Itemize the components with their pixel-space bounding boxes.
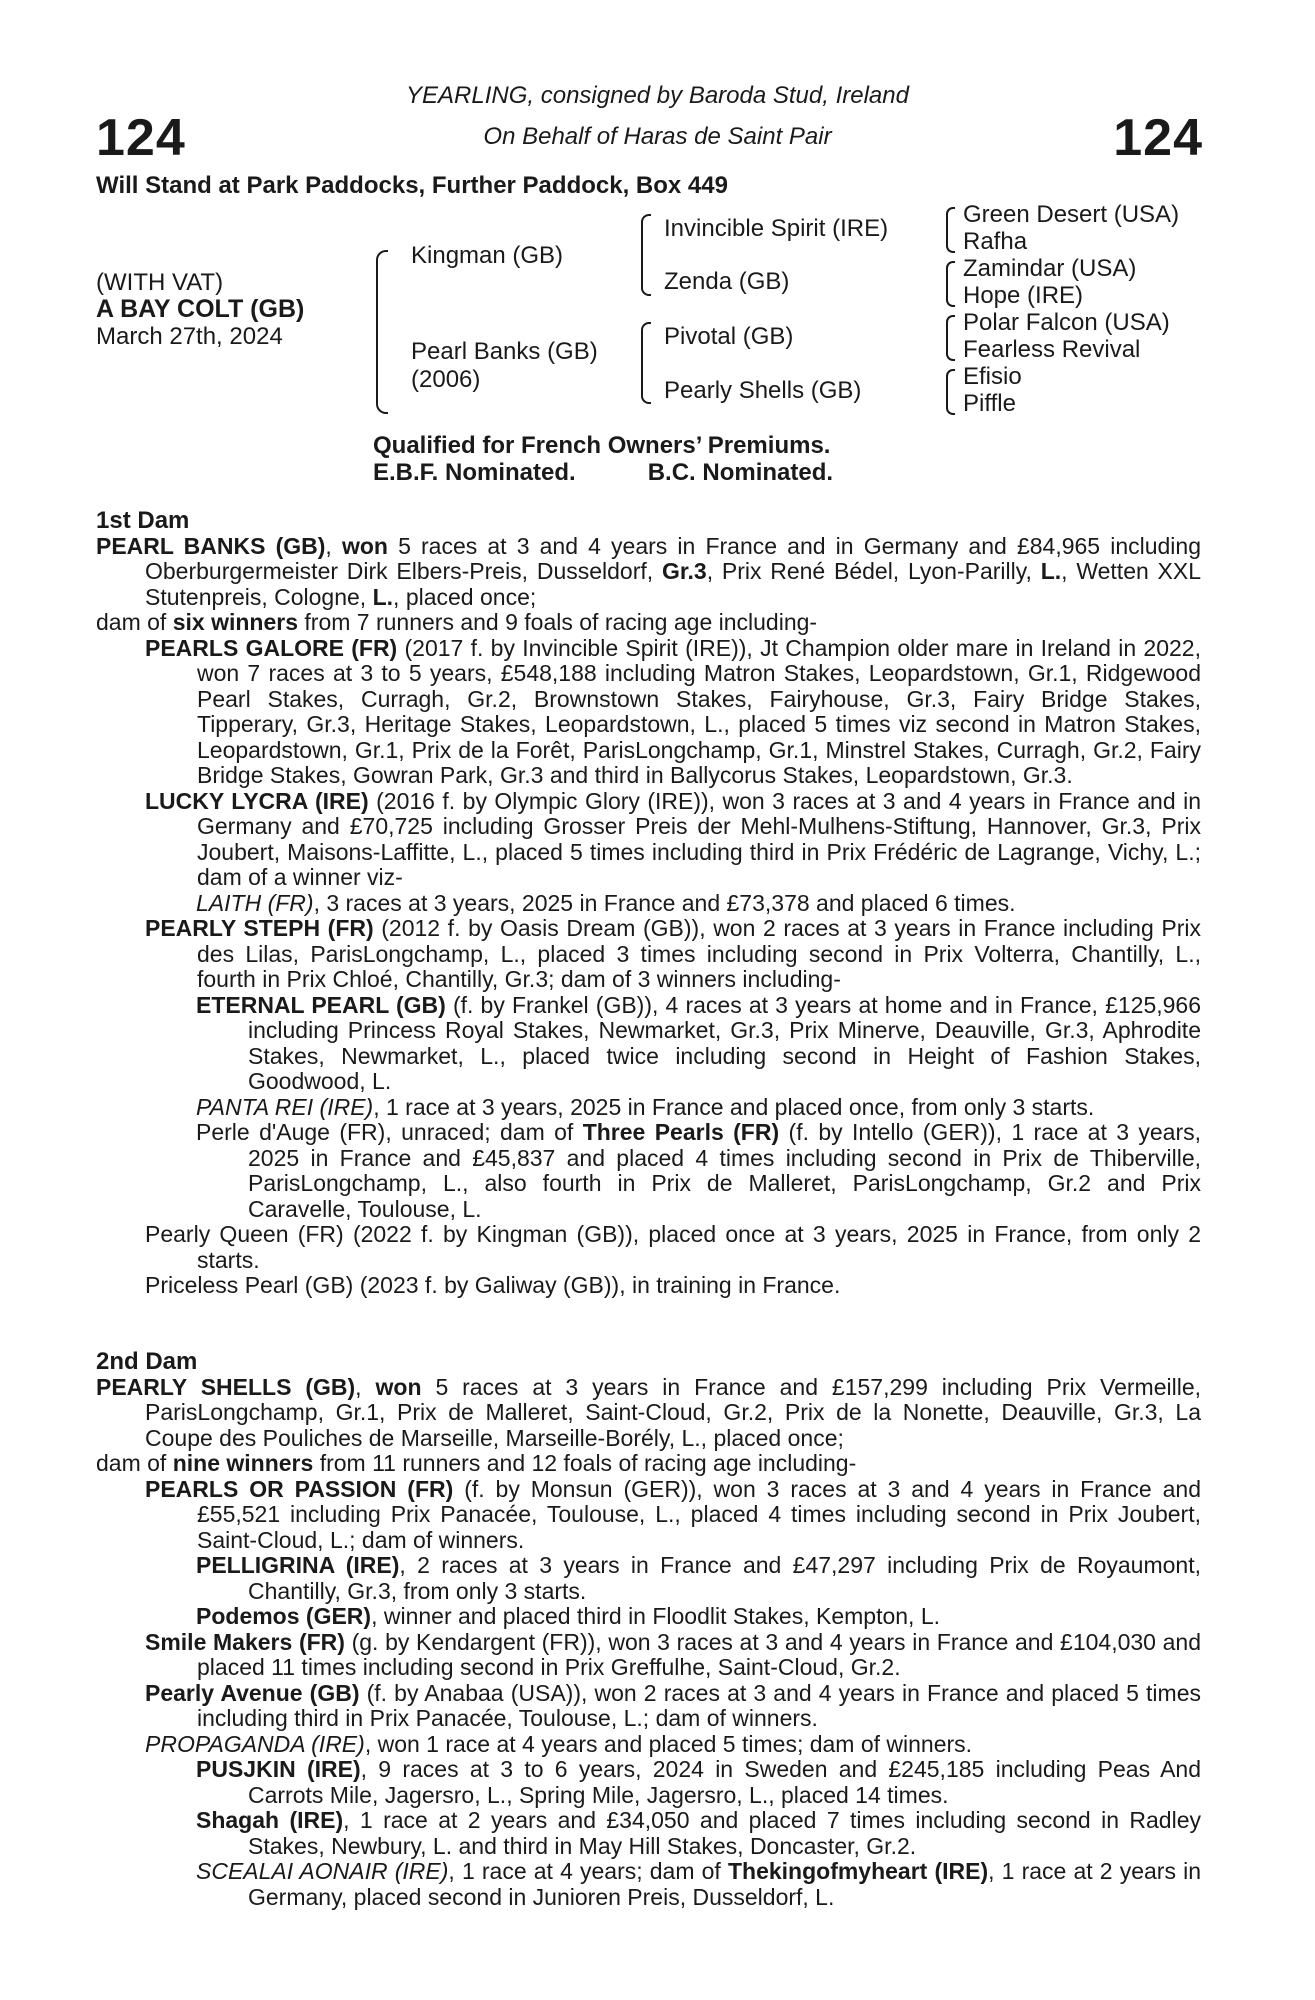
- progeny-name: PEARLS OR PASSION (FR): [145, 1475, 454, 1502]
- gg-6: Fearless Revival: [963, 336, 1141, 363]
- progeny-text: (2022 f. by Kingman (GB)), placed once at 3 years, 2025 in France, from only 2 starts.: [197, 1221, 1201, 1273]
- second-dam-heading: 2nd Dam: [96, 1348, 198, 1375]
- first-dam-name: PEARL BANKS (GB): [96, 532, 326, 559]
- progeny-name: Pearly Queen (FR): [145, 1221, 344, 1247]
- progeny-entry: [96, 789, 1201, 891]
- first-dam-record: PEARL BANKS (GB), won 5 races at 3 and 4 years in France and in Germany and £84,965 including Oberburgermeister Dirk Elbers-Preis, Dusseldorf, Gr.3, Prix René Bédel, Lyon-Parilly, L., Wetten XXL Stutenpreis, Cologne, L., placed once;: [96, 532, 1202, 610]
- progeny-name: PEARLS GALORE (FR): [145, 634, 398, 661]
- second-dam-record: PEARLY SHELLS (GB), won 5 races at 3 years in France and £157,299 including Prix Vermeille, ParisLongchamp, Gr.1, Prix de Malleret, Saint-Cloud, Gr.2, Prix de la Nonette, Deauville, Gr.3, La Coupe des Pouliches de Marseille, Marseille-Borély, L., placed once;: [96, 1373, 1202, 1451]
- progeny-entry: [96, 1477, 1201, 1554]
- progeny-text: , unraced; dam of: [385, 1119, 574, 1145]
- pedigree-brace-g1: [946, 207, 955, 253]
- progeny-name: Priceless Pearl (GB): [145, 1272, 354, 1298]
- progeny-name: SCEALAI AONAIR (IRE): [196, 1858, 449, 1884]
- progeny-entry: [96, 891, 1201, 917]
- progeny-entry: [96, 1222, 1201, 1273]
- progeny-entry: [96, 1732, 1201, 1758]
- on-behalf-line: On Behalf of Haras de Saint Pair: [483, 123, 832, 150]
- pedigree-brace-sire: [641, 214, 651, 296]
- winners-count: nine winners: [172, 1450, 314, 1476]
- progeny-name: LUCKY LYCRA (IRE): [145, 787, 369, 814]
- second-dam-won: won: [375, 1373, 422, 1400]
- pedigree-brace-dam: [641, 322, 651, 404]
- progeny-entry: [96, 1859, 1201, 1910]
- progeny-entry: [96, 1630, 1201, 1681]
- progeny-name: Perle d'Auge (FR): [196, 1119, 386, 1145]
- lot-number-right: 124: [1113, 109, 1203, 167]
- progeny-text: (2023 f. by Galiway (GB)), in training in France.: [359, 1272, 841, 1298]
- sire: Kingman (GB): [411, 242, 564, 269]
- progeny-entry: [96, 1808, 1201, 1859]
- progeny-entry: [96, 1553, 1201, 1604]
- progeny-text: , 1 race at 3 years, 2025 in France and placed once, from only 3 starts.: [373, 1093, 1095, 1120]
- gg-7: Efisio: [963, 363, 1022, 390]
- progeny-text: (f. by Monsun (GER)), won 3 races at 3 and 4 years in France and £55,521 including Prix Panacée, Toulouse, L., placed 4 times including second in Prix Joubert, Saint-Cloud, L.; dam of winners.: [197, 1475, 1201, 1553]
- first-dam-race-text3: , Wetten XXL Stutenpreis, Cologne,: [145, 558, 1202, 610]
- progeny-name: Pearly Avenue (GB): [145, 1679, 360, 1706]
- nominations: [373, 459, 833, 486]
- dam-of-rest: from 7 runners and 9 foals of racing age including-: [304, 609, 818, 635]
- progeny-entry: [96, 636, 1201, 789]
- progeny-text: , 1 race at 2 years and £34,050 and placed 7 times including second in Radley Stakes, Newbury, L. and third in May Hill Stakes, Doncaster, Gr.2.: [248, 1807, 1201, 1859]
- dam-year: (2006): [411, 366, 481, 393]
- stand-location: Will Stand at Park Paddocks, Further Paddock, Box 449: [96, 172, 728, 199]
- progeny-name: PUSJKIN (IRE): [196, 1756, 361, 1782]
- gg-3: Zamindar (USA): [963, 255, 1137, 282]
- winners-count: six winners: [172, 609, 298, 635]
- progeny-text2: , 1 race at 2 years in Germany, placed second in Junioren Preis, Dusseldorf, L.: [248, 1858, 1201, 1910]
- progeny-name: Smile Makers (FR): [145, 1628, 345, 1655]
- progeny-name: Shagah (IRE): [196, 1807, 344, 1833]
- gg-2: Rafha: [963, 228, 1028, 255]
- pedigree-brace-main: [376, 250, 388, 414]
- first-dam-won: won: [341, 532, 388, 559]
- vat-note: (WITH VAT): [96, 269, 224, 296]
- qualifications: [373, 432, 833, 486]
- progeny-entry: [96, 1757, 1201, 1808]
- second-dam-name: PEARLY SHELLS (GB): [96, 1373, 356, 1400]
- gg-1: Green Desert (USA): [963, 201, 1180, 228]
- progeny-name: PELLIGRINA (IRE): [196, 1552, 400, 1578]
- progeny-text2: (f. by Intello (GER)), 1 race at 3 years, 2025 in France and £45,837 and placed 4 times including second in Prix de Thiberville, ParisLongchamp, L., also fourth in Prix de Malleret, ParisLongchamp, Gr.2 and Prix Caravelle, Toulouse, L.: [248, 1119, 1202, 1222]
- dam-of-rest: from 11 runners and 12 foals of racing age including-: [319, 1450, 857, 1476]
- horse-name: A BAY COLT (GB): [96, 295, 305, 323]
- progeny-text: , 3 races at 3 years, 2025 in France and £73,378 and placed 6 times.: [313, 889, 1016, 916]
- progeny-entry: [96, 1273, 1201, 1299]
- progeny-name: PEARLY STEPH (FR): [145, 915, 374, 941]
- first-dam-race-text4: , placed once;: [393, 583, 537, 610]
- sire-sire: Invincible Spirit (IRE): [664, 215, 889, 242]
- progeny-entry: [96, 1604, 1201, 1630]
- dam-of-label: dam of: [96, 609, 167, 635]
- progeny-entry: [96, 1681, 1201, 1732]
- first-dam-listed-1: L.: [1040, 558, 1062, 584]
- progeny-name: Podemos (GER): [196, 1603, 372, 1629]
- bc-nominated: B.C. Nominated.: [647, 459, 834, 486]
- first-dam-heading: 1st Dam: [96, 507, 190, 534]
- progeny-text: (f. by Frankel (GB)), 4 races at 3 years at home and in France, £125,966 including Princess Royal Stakes, Newmarket, Gr.3, Prix Minerve, Deauville, Gr.3, Aphrodite Stakes, Newmarket, L., placed twice including second in Height of Fashion Stakes, Goodwood, L.: [248, 991, 1202, 1094]
- pedigree-brace-g2: [946, 261, 955, 307]
- dam-sire: Pivotal (GB): [664, 323, 794, 350]
- first-dam-listed-2: L.: [372, 583, 394, 610]
- sire-dam: Zenda (GB): [664, 268, 790, 295]
- progeny-name: ETERNAL PEARL (GB): [196, 991, 446, 1018]
- progeny-text: , 9 races at 3 to 6 years, 2024 in Sweden and £245,185 including Peas And Carrots Mile, Jagersro, L., Spring Mile, Jagersro, L., placed 14 times.: [248, 1756, 1201, 1808]
- second-dam-section: [96, 1349, 1201, 1910]
- progeny-text: (g. by Kendargent (FR)), won 3 races at 3 and 4 years in France and £104,030 and placed 11 times including second in Prix Greffulhe, Saint-Cloud, Gr.2.: [197, 1628, 1202, 1680]
- progeny-text: , 2 races at 3 years in France and £47,297 including Prix de Royaumont, Chantilly, Gr.3, from only 3 starts.: [248, 1552, 1201, 1604]
- dam-of-label: dam of: [96, 1450, 167, 1476]
- progeny-entry: [96, 916, 1201, 993]
- progeny-entry: [96, 1095, 1201, 1121]
- second-dam-text: 5 races at 3 years in France and £157,299 including Prix Vermeille, ParisLongchamp, Gr.1, Prix de Malleret, Saint-Cloud, Gr.2, Prix de la Nonette, Deauville, Gr.3, La Coupe des Pouliches de Marseille, Marseille-Borély, L., placed once;: [145, 1373, 1202, 1451]
- progeny-text: , won 1 race at 4 years and placed 5 times; dam of winners.: [364, 1730, 973, 1757]
- gg-4: Hope (IRE): [963, 282, 1084, 309]
- progeny-sub-name: Three Pearls (FR): [582, 1119, 780, 1145]
- progeny-text: (2016 f. by Olympic Glory (IRE)), won 3 races at 3 and 4 years in France and in Germany and £70,725 including Grosser Preis der Mehl-Mulhens-Stiftung, Hannover, Gr.3, Prix Joubert, Maisons-Laffitte, L., placed 5 times including third in Prix Frédéric de Lagrange, Vichy, L.; dam of a winner viz-: [197, 787, 1202, 890]
- progeny-name: PROPAGANDA (IRE): [145, 1730, 365, 1757]
- progeny-sub-name: Thekingofmyheart (IRE): [727, 1858, 989, 1884]
- progeny-text: (f. by Anabaa (USA)), won 2 races at 3 and 4 years in France and placed 5 times including third in Prix Panacée, Toulouse, L.; dam of winners.: [197, 1679, 1201, 1731]
- first-dam-race-text2: , Prix René Bédel, Lyon-Parilly,: [706, 558, 1032, 584]
- progeny-entry: [96, 1120, 1201, 1222]
- progeny-text: , 1 race at 4 years; dam of: [448, 1858, 721, 1884]
- progeny-text: (2017 f. by Invincible Spirit (IRE)), Jt Champion older mare in Ireland in 2022, won 7 races at 3 to 5 years, £548,188 including Matron Stakes, Leopardstown, Gr.1, Ridgewood Pearl Stakes, Curragh, Gr.2, Brownstown Stakes, Fairyhouse, Gr.3, Fairy Bridge Stakes, Tipperary, Gr.3, Heritage Stakes, Leopardstown, L., placed 5 times viz second in Matron Stakes, Leopardstown, Gr.1, Prix de la Forêt, ParisLongchamp, Gr.1, Minstrel Stakes, Curragh, Gr.2, Fairy Bridge Stakes, Gowran Park, Gr.3 and third in Ballycorus Stakes, Leopardstown, Gr.3.: [197, 634, 1201, 788]
- gg-5: Polar Falcon (USA): [963, 309, 1170, 336]
- consignor-line: YEARLING, consigned by Baroda Stud, Ireland: [406, 82, 909, 109]
- progeny-text: (2012 f. by Oasis Dream (GB)), won 2 races at 3 years in France including Prix des Lilas, ParisLongchamp, L., placed 3 times including second in Prix Volterra, Chantilly, L., fourth in Prix Chloé, Chantilly, Gr.3; dam of 3 winners including-: [197, 915, 1201, 992]
- first-dam-section: [96, 508, 1201, 1299]
- pedigree-brace-g3: [946, 315, 955, 361]
- progeny-text: , winner and placed third in Floodlit Stakes, Kempton, L.: [371, 1603, 941, 1629]
- lot-number-left: 124: [96, 109, 186, 167]
- progeny-name: PANTA REI (IRE): [196, 1093, 374, 1120]
- first-dam-race-text: 5 races at 3 and 4 years in France and in Germany and £84,965 including Oberburgermeister Dirk Elbers-Preis, Dusseldorf,: [145, 532, 1202, 584]
- french-premiums: Qualified for French Owners’ Premiums.: [373, 432, 831, 459]
- gg-8: Piffle: [963, 390, 1016, 417]
- ebf-nominated: E.B.F. Nominated.: [373, 459, 576, 486]
- progeny-name: LAITH (FR): [196, 889, 314, 916]
- second-dam-produce-summary: [96, 1451, 1201, 1477]
- pedigree-brace-g4: [946, 369, 955, 415]
- foaling-date: March 27th, 2024: [96, 323, 283, 350]
- dam-dam: Pearly Shells (GB): [664, 377, 862, 404]
- first-dam-gr3: Gr.3: [661, 558, 707, 584]
- dam: Pearl Banks (GB): [411, 338, 598, 365]
- progeny-entry: [96, 993, 1201, 1095]
- first-dam-produce-summary: [96, 610, 1201, 636]
